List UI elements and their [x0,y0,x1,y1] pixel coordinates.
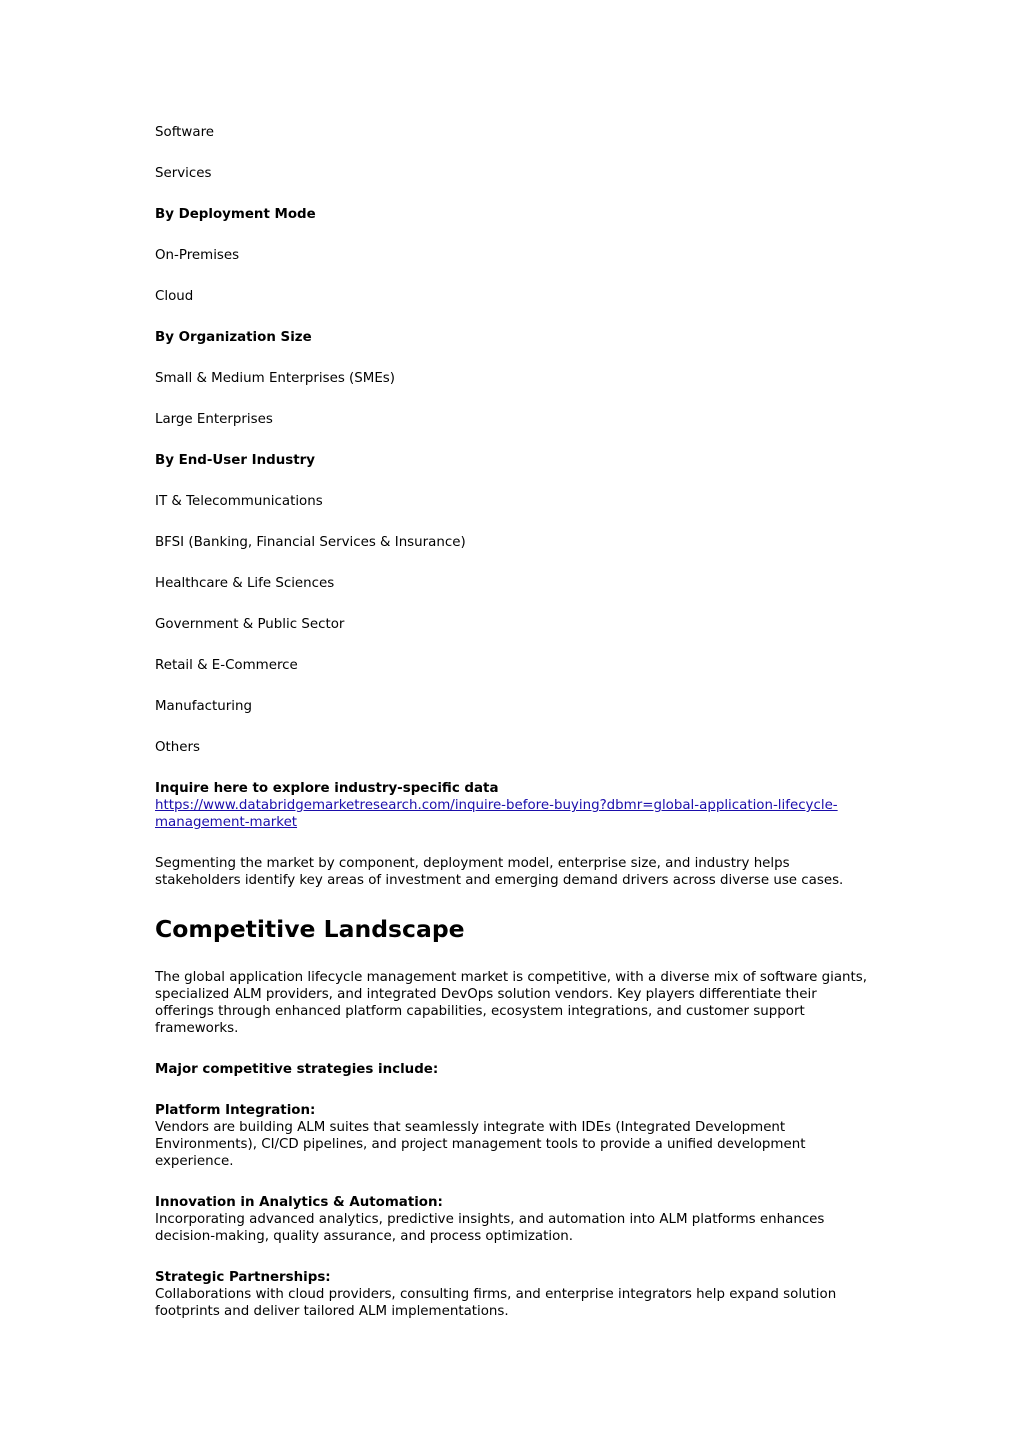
strategy-list [155,1102,870,1320]
segment-heading: By Organization Size [155,330,312,345]
strategy-item [155,1194,870,1245]
document-page [155,124,870,1344]
strategy-text: Collaborations with cloud providers, consulting firms, and enterprise integrators help expand solution footprints and deliver tailored ALM implementations. [155,1287,837,1319]
segment-item: Large Enterprises [155,412,273,427]
segment-heading: By End-User Industry [155,453,315,468]
segmentation-summary: Segmenting the market by component, deployment model, enterprise size, and industry helps stakeholders identify key areas of investment and emerging demand drivers across diverse use cases. [155,856,844,888]
segment-item: IT & Telecommunications [155,494,323,509]
segment-item: Others [155,740,200,755]
segment-item: On-Premises [155,248,240,263]
segment-item: Healthcare & Life Sciences [155,576,335,591]
segment-list [155,124,870,756]
strategy-label: Strategic Partnerships: [155,1270,331,1285]
strategy-item [155,1102,870,1170]
inquire-heading: Inquire here to explore industry-specific data [155,781,499,796]
segment-item: Government & Public Sector [155,617,345,632]
competitive-landscape-heading: Competitive Landscape [155,915,465,943]
segment-item: Cloud [155,289,194,304]
segment-item: Manufacturing [155,699,252,714]
segment-item: Small & Medium Enterprises (SMEs) [155,371,395,386]
segment-heading: By Deployment Mode [155,207,316,222]
competitive-intro: The global application lifecycle management market is competitive, with a diverse mix of software giants, specialized ALM providers, and integrated DevOps solution vendors. Key players differentiate their offerings through enhanced platform capabilities, ecosystem integrations, and customer support frameworks. [155,970,868,1036]
segment-item: Services [155,166,212,181]
inquire-block [155,780,870,831]
segment-item: Retail & E-Commerce [155,658,298,673]
strategy-text: Incorporating advanced analytics, predictive insights, and automation into ALM platforms enhances decision-making, quality assurance, and process optimization. [155,1212,825,1244]
strategy-text: Vendors are building ALM suites that seamlessly integrate with IDEs (Integrated Development Environments), CI/CD pipelines, and project management tools to provide a unified development experience. [155,1120,806,1169]
strategy-label: Innovation in Analytics & Automation: [155,1195,443,1210]
strategy-item [155,1269,870,1320]
strategy-label: Platform Integration: [155,1103,316,1118]
segment-item: Software [155,125,215,140]
strategies-heading: Major competitive strategies include: [155,1062,439,1077]
inquire-link[interactable]: https://www.databridgemarketresearch.com/inquire-before-buying?dbmr=global-application-lifecycle-management-market [155,798,838,830]
segment-item: BFSI (Banking, Financial Services & Insurance) [155,535,466,550]
